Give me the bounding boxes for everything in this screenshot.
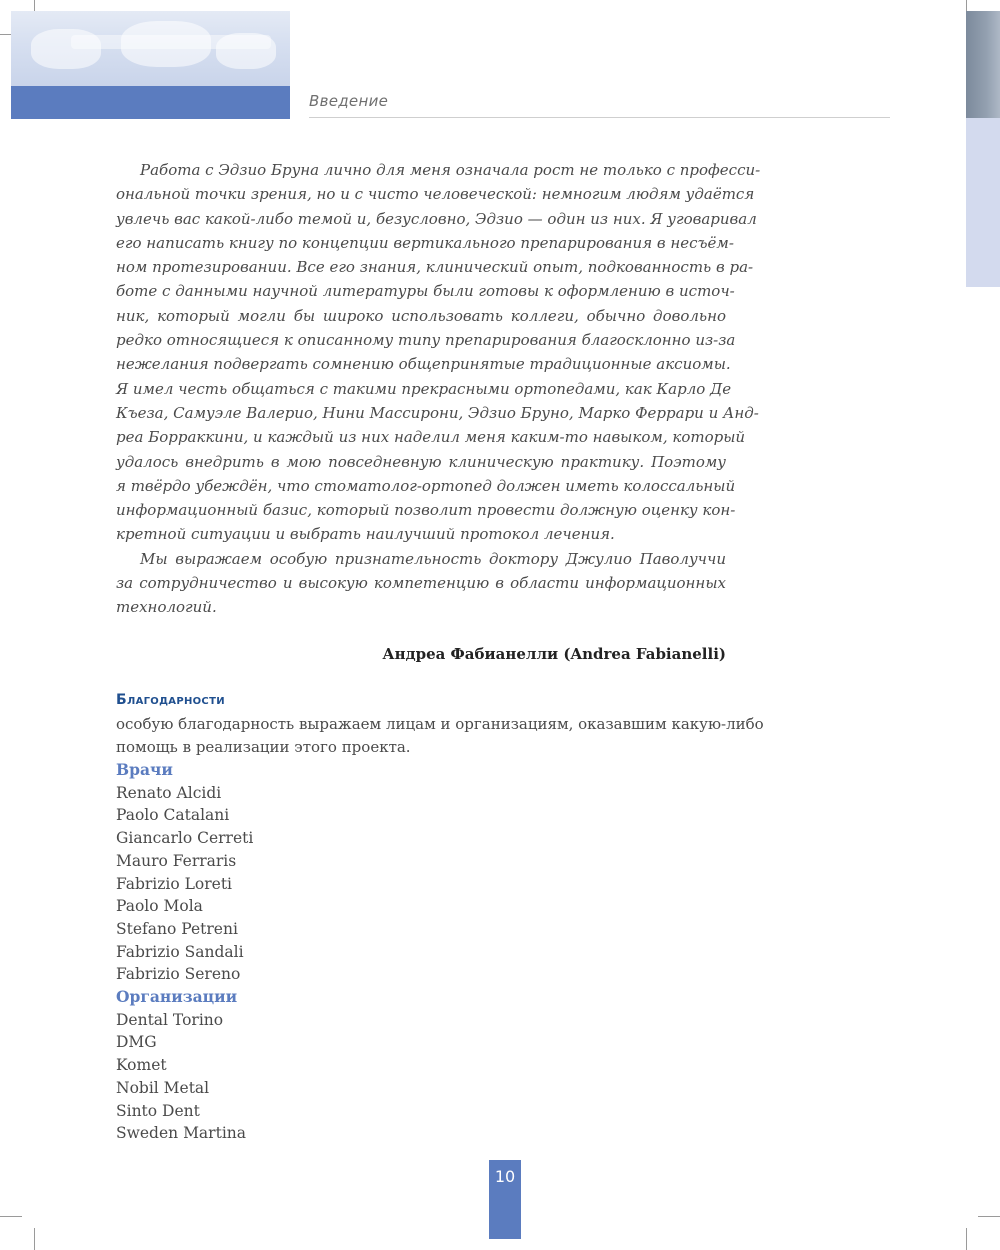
text-line: за сотрудничество и высокую компетенцию в области информационных [116, 574, 726, 593]
crop-mark [0, 1216, 22, 1217]
list-item: Fabrizio Loreti [116, 874, 233, 893]
doctors-heading: Врачи [116, 760, 173, 779]
list-item: Sinto Dent [116, 1101, 200, 1120]
list-item: Fabrizio Sereno [116, 965, 241, 984]
crop-mark [34, 1228, 35, 1250]
running-head: Введение [309, 92, 389, 110]
text-line: технологий. [116, 598, 217, 617]
list-item: Sweden Martina [116, 1124, 246, 1143]
edge-tab [966, 118, 1000, 287]
text-line: Къеза, Самуэле Валерио, Нини Массирони, Эдзио Бруно, Марко Феррари и Анд- [116, 403, 759, 422]
author-signature: Андреа Фабианелли (Andrea Fabianelli) [382, 645, 726, 663]
text-line: помощь в реализации этого проекта. [116, 738, 411, 756]
list-item: Giancarlo Cerreti [116, 829, 254, 848]
text-line: реа Борраккини, и каждый из них наделил меня каким-то навыком, который [116, 428, 746, 447]
list-item: DMG [116, 1033, 157, 1052]
text-line: информационный базис, который позволит провести должную оценку кон- [116, 501, 736, 520]
list-item: Paolo Mola [116, 897, 203, 916]
ack-intro [116, 713, 764, 759]
text-line: Мы выражаем особую признательность доктору Джулио Паволуччи [140, 549, 726, 568]
section-heading: Благодарности [116, 692, 225, 708]
list-item: Paolo Catalani [116, 806, 230, 825]
text-line: я твёрдо убеждён, что стоматолог-ортопед должен иметь колоссальный [116, 476, 736, 495]
list-item: Fabrizio Sandali [116, 942, 244, 961]
list-item: Nobil Metal [116, 1078, 210, 1097]
page-number-tab [489, 1160, 521, 1239]
list-item: Dental Torino [116, 1010, 224, 1029]
ack-list [116, 759, 253, 1145]
text-line: его написать книгу по концепции вертикального препарирования в несъём- [116, 233, 734, 252]
text-line: нежелания подвергать сомнению общепринятые традиционные аксиомы. [116, 355, 731, 374]
text-line: ном протезировании. Все его знания, клинический опыт, подкованность в ра- [116, 258, 754, 277]
text-line: удалось внедрить в мою повседневную клиническую практику. Поэтому [116, 452, 726, 471]
text-line: кретной ситуации и выбрать наилучший протокол лечения. [116, 525, 615, 544]
text-line: Работа с Эдзио Бруна лично для меня означала рост не только с професси- [140, 161, 761, 179]
text-line: боте с данными научной литературы были готовы к оформлению в источ- [116, 282, 735, 301]
orgs-heading: Организации [116, 987, 238, 1007]
text-line: ник, который могли бы широко использовать коллеги, обычно довольно [116, 306, 726, 325]
header-bar [11, 86, 290, 119]
page-number: 10 [494, 1167, 516, 1186]
crop-mark [978, 1216, 1000, 1217]
list-item: Renato Alcidi [116, 783, 222, 802]
text-line: ональной точки зрения, но и с чисто человеческой: немногим людям удаётся [116, 185, 755, 204]
text-line: особую благодарность выражаем лицам и организациям, оказавшим какую-либо [116, 715, 764, 733]
crop-mark [966, 1228, 967, 1250]
header-photo [11, 11, 290, 86]
text-line: увлечь вас какой-либо темой и, безусловно, Эдзио — один из них. Я уговаривал [116, 209, 757, 228]
body-text [116, 158, 761, 620]
text-line: редко относящиеся к описанному типу препарирования благосклонно из-за [116, 331, 736, 350]
edge-tab-photo [966, 11, 1000, 118]
header-rule [309, 117, 890, 118]
text-line: Я имел честь общаться с такими прекрасными ортопедами, как Карло Де [116, 379, 732, 398]
list-item: Komet [116, 1056, 167, 1075]
list-item: Stefano Petreni [116, 919, 238, 938]
list-item: Mauro Ferraris [116, 851, 237, 870]
